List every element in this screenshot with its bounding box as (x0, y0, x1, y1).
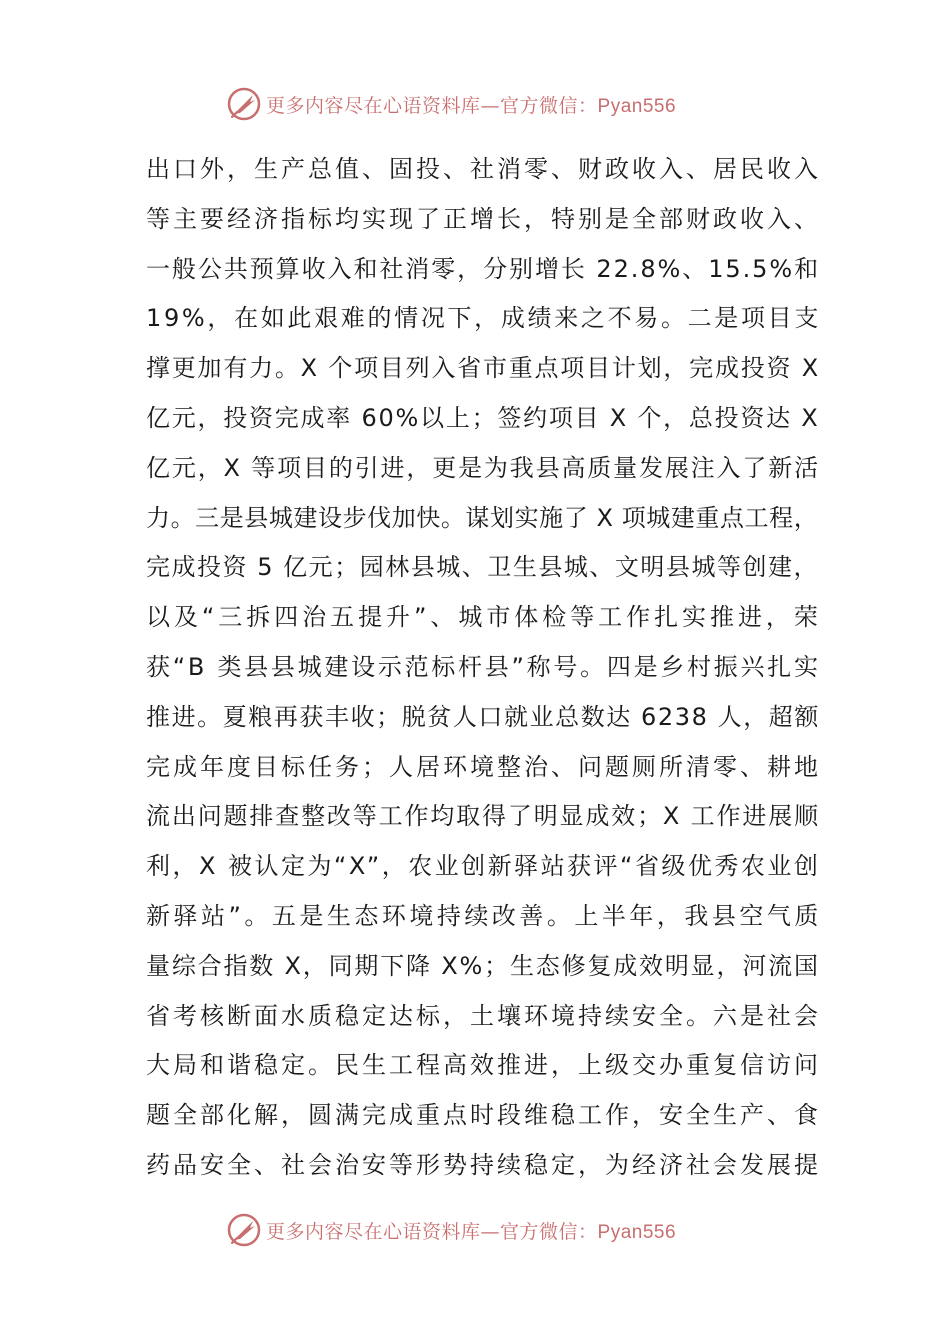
text-line: 力。三是县城建设步伐加快。谋划实施了 X 项城建重点工程， (146, 503, 819, 532)
body-text (146, 150, 822, 1196)
footer-banner (226, 1210, 746, 1250)
text-line: 完成投资 5 亿元；园林县城、卫生县城、文明县城等创建， (146, 553, 820, 582)
wechat-id: Pyan556 (597, 1221, 677, 1243)
banner-label: 更多内容尽在心语资料库—官方微信： (266, 94, 598, 117)
text-line: 省考核断面水质稳定达标，土壤环境持续安全。六是社会 (146, 1001, 821, 1030)
text-line: 大局和谐稳定。民生工程高效推进，上级交办重复信访问 (146, 1051, 821, 1080)
text-line: 亿元，X 等项目的引进，更是为我县高质量发展注入了新活 (146, 453, 820, 482)
text-line: 出口外，生产总值、固投、社消零、财政收入、居民收入 (146, 155, 821, 183)
text-line: 亿元，投资完成率 60%以上；签约项目 X 个，总投资达 X (146, 403, 820, 432)
banner-text (266, 1217, 676, 1244)
text-line: 撑更加有力。X 个项目列入省市重点项目计划，完成投资 X (146, 354, 820, 383)
banner-text (266, 91, 676, 118)
text-line: 流出问题排查整改等工作均取得了明显成效；X 工作进展顺 (146, 802, 820, 831)
quill-logo-icon (226, 86, 262, 122)
text-line: 完成年度目标任务；人居环境整治、问题厕所清零、耕地 (146, 752, 821, 781)
quill-logo-icon (226, 1212, 262, 1248)
text-line: 药品安全、社会治安等形势持续稳定，为经济社会发展提 (146, 1150, 821, 1179)
text-line: 等主要经济指标均实现了正增长，特别是全部财政收入、 (146, 204, 821, 233)
banner-label: 更多内容尽在心语资料库—官方微信： (266, 1220, 598, 1243)
text-line: 新驿站”。五是生态环境持续改善。上半年，我县空气质 (146, 901, 822, 930)
text-line: 量综合指数 X，同期下降 X%；生态修复成效明显，河流国 (146, 951, 820, 980)
text-line: 以及“三拆四治五提升”、城市体检等工作扎实推进，荣 (146, 603, 822, 632)
text-line: 推进。夏粮再获丰收；脱贫人口就业总数达 6238 人，超额 (146, 702, 820, 731)
text-line: 利，X 被认定为“X”，农业创新驿站获评“省级优秀农业创 (146, 852, 821, 881)
text-line: 题全部化解，圆满完成重点时段维稳工作，安全生产、食 (146, 1101, 821, 1130)
text-line: 获“B 类县县城建设示范标杆县”称号。四是乡村振兴扎实 (146, 652, 821, 681)
text-line: 一般公共预算收入和社消零，分别增长 22.8%、15.5%和 (146, 254, 821, 283)
text-line: 19%，在如此艰难的情况下，成绩来之不易。二是项目支 (146, 304, 822, 333)
header-banner (226, 84, 746, 124)
wechat-id: Pyan556 (597, 95, 677, 117)
